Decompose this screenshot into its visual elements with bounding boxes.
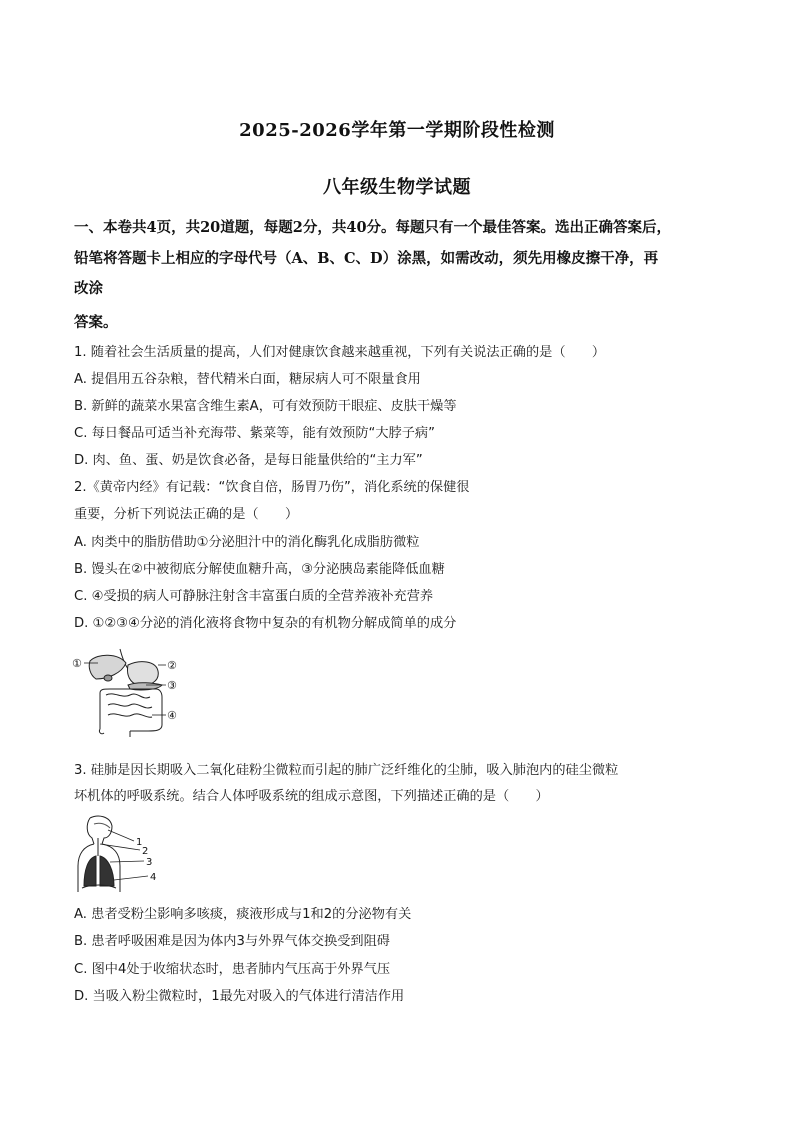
exam-title: 2025-2026学年第一学期阶段性检测 bbox=[239, 120, 555, 141]
question-1-stem: 1. 随着社会生活质量的提高，人们对健康饮食越来越重视，下列有关说法正确的是（ ） bbox=[74, 345, 606, 360]
digestive-system-figure bbox=[70, 645, 190, 737]
question-2-option-d: D. ①②③④分泌的消化液将食物中复杂的有机物分解成简单的成分 bbox=[74, 616, 457, 631]
respiratory-system-figure bbox=[72, 814, 162, 892]
digestive-label-1: ① bbox=[72, 657, 82, 670]
question-3-option-d: D. 当吸入粉尘微粒时，1最先对吸入的气体进行清洁作用 bbox=[74, 989, 405, 1004]
question-2-stem-line-2: 重要，分析下列说法正确的是（ ） bbox=[74, 507, 299, 522]
digestive-label-4: ④ bbox=[167, 709, 177, 722]
question-3-option-c: C. 图中4处于收缩状态时，患者肺内气压高于外界气压 bbox=[74, 962, 391, 977]
exam-subtitle: 八年级生物学试题 bbox=[323, 177, 471, 198]
question-3-stem-line-2: 坏机体的呼吸系统。结合人体呼吸系统的组成示意图，下列描述正确的是（ ） bbox=[74, 789, 549, 804]
digestive-label-3: ③ bbox=[167, 679, 177, 692]
instructions-line-4: 答案。 bbox=[74, 314, 118, 331]
question-3-option-a: A. 患者受粉尘影响多咳痰，痰液形成与1和2的分泌物有关 bbox=[74, 907, 412, 922]
question-1-option-d: D. 肉、鱼、蛋、奶是饮食必备，是每日能量供给的“主力军” bbox=[74, 453, 423, 468]
question-2-option-c: C. ④受损的病人可静脉注射含丰富蛋白质的全营养液补充营养 bbox=[74, 589, 434, 604]
question-3-option-b: B. 患者呼吸困难是因为体内3与外界气体交换受到阻碍 bbox=[74, 934, 390, 949]
respiratory-label-3: 3 bbox=[146, 857, 153, 868]
question-2-option-b: B. 馒头在②中被彻底分解使血糖升高，③分泌胰岛素能降低血糖 bbox=[74, 562, 445, 577]
instructions-line-1: 一、本卷共4页，共20道题，每题2分，共40分。每题只有一个最佳答案。选出正确答案后， bbox=[74, 219, 672, 236]
respiratory-label-1: 1 bbox=[136, 837, 143, 848]
question-2-stem-line-1: 2.《黄帝内经》有记载：“饮食自倍，肠胃乃伤”，消化系统的保健很 bbox=[74, 480, 470, 495]
question-3-stem-line-1: 3. 硅肺是因长期吸入二氧化硅粉尘微粒而引起的肺广泛纤维化的尘肺，吸入肺泡内的硅尘微粒 bbox=[74, 763, 619, 778]
instructions-line-3: 改涂 bbox=[74, 280, 103, 297]
question-1-option-b: B. 新鲜的蔬菜水果富含维生素A，可有效预防干眼症、皮肤干燥等 bbox=[74, 399, 457, 414]
question-1-option-a: A. 提倡用五谷杂粮，替代精米白面，糖尿病人可不限量食用 bbox=[74, 372, 421, 387]
question-2-option-a: A. 肉类中的脂肪借助①分泌胆汁中的消化酶乳化成脂肪微粒 bbox=[74, 535, 420, 550]
instructions-line-2: 铅笔将答题卡上相应的字母代号（A、B、C、D）涂黑，如需改动，须先用橡皮擦干净，再 bbox=[74, 250, 659, 267]
digestive-label-2: ② bbox=[167, 659, 177, 672]
respiratory-label-4: 4 bbox=[150, 872, 157, 883]
question-1-option-c: C. 每日餐品可适当补充海带、紫菜等，能有效预防“大脖子病” bbox=[74, 426, 435, 441]
respiratory-label-2: 2 bbox=[142, 846, 149, 857]
